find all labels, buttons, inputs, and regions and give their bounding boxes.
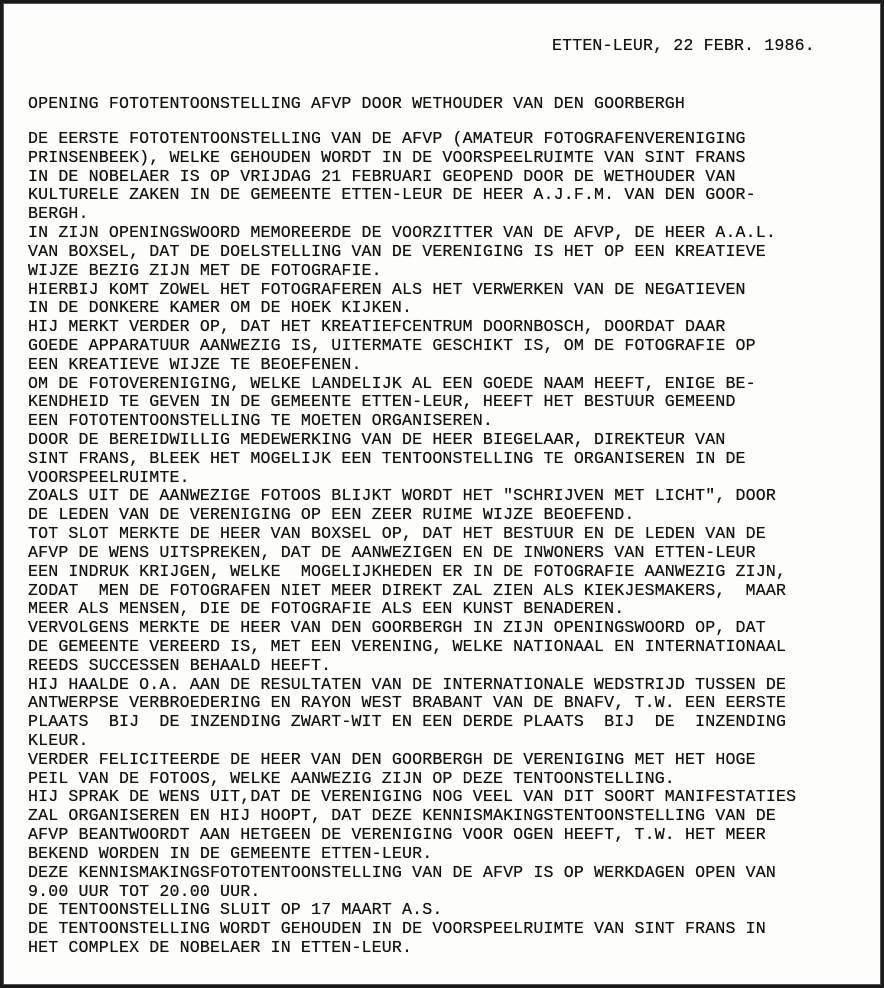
body-line: TOT SLOT MERKTE DE HEER VAN BOXSEL OP, DAT HET BESTUUR EN DE LEDEN VAN DE (28, 524, 766, 544)
body-line: DEZE KENNISMAKINGSFOTOTENTOONSTELLING VAN DE AFVP IS OP WERKDAGEN OPEN VAN (28, 862, 776, 882)
body-line: 9.00 UUR TOT 20.00 UUR. (28, 881, 261, 901)
body-line: HIJ SPRAK DE WENS UIT,DAT DE VERENIGING NOG VEEL VAN DIT SOORT MANIFESTATIES (28, 787, 797, 807)
body-line: DE LEDEN VAN DE VERENIGING OP EEN ZEER RUIME WIJZE BEOEFEND. (28, 505, 635, 525)
body-line: PRINSENBEEK), WELKE GEHOUDEN WORDT IN DE VOORSPEELRUIMTE VAN SINT FRANS (28, 147, 746, 167)
body-line: VERDER FELICITEERDE DE HEER VAN DEN GOORBERGH DE VERENIGING MET HET HOGE (28, 749, 756, 769)
body-line: VAN BOXSEL, DAT DE DOELSTELLING VAN DE VERENIGING IS HET OP EEN KREATIEVE (28, 241, 766, 261)
body-line: HIJ MERKT VERDER OP, DAT HET KREATIEFCENTRUM DOORNBOSCH, DOORDAT DAAR (28, 317, 726, 337)
body-line: BEKEND WORDEN IN DE GEMEENTE ETTEN-LEUR. (28, 843, 433, 863)
body-line: OM DE FOTOVERENIGING, WELKE LANDELIJK AL EEN GOEDE NAAM HEEFT, ENIGE BE- (28, 373, 756, 393)
body-line: PEIL VAN DE FOTOOS, WELKE AANWEZIG ZIJN OP DEZE TENTOONSTELLING. (28, 768, 675, 788)
body-line: MEER ALS MENSEN, DIE DE FOTOGRAFIE ALS EEN KUNST BENADEREN. (28, 599, 625, 619)
body-line: IN DE NOBELAER IS OP VRIJDAG 21 FEBRUARI GEOPEND DOOR DE WETHOUDER VAN (28, 166, 736, 186)
body-line: ANTWERPSE VERBROEDERING EN RAYON WEST BRABANT VAN DE BNAFV, T.W. EEN EERSTE (28, 693, 787, 713)
body-line: DE TENTOONSTELLING SLUIT OP 17 MAART A.S. (28, 900, 443, 920)
body-line: IN ZIJN OPENINGSWOORD MEMOREERDE DE VOORZITTER VAN DE AFVP, DE HEER A.A.L. (28, 223, 776, 243)
body-line: PLAATS BIJ DE INZENDING ZWART-WIT EN EEN DERDE PLAATS BIJ DE INZENDING (28, 712, 787, 732)
body-line: KLEUR. (28, 731, 89, 750)
body-line: IN DE DONKERE KAMER OM DE HOEK KIJKEN. (28, 298, 413, 318)
body-line: HET COMPLEX DE NOBELAER IN ETTEN-LEUR. (28, 937, 413, 957)
body-line: WIJZE BEZIG ZIJN MET DE FOTOGRAFIE. (28, 260, 382, 280)
body-line: ZAL ORGANISEREN EN HIJ HOOPT, DAT DEZE KENNISMAKINGSTENTOONSTELLING VAN DE (28, 806, 776, 826)
body-line: DE TENTOONSTELLING WORDT GEHOUDEN IN DE VOORSPEELRUIMTE VAN SINT FRANS IN (28, 919, 766, 939)
body-line: EEN FOTOTENTOONSTELLING TE MOETEN ORGANISEREN. (28, 411, 493, 431)
body-line: EEN KREATIEVE WIJZE TE BEOEFENEN. (28, 354, 362, 374)
body-line: EEN INDRUK KRIJGEN, WELKE MOGELIJKHEDEN ER IN DE FOTOGRAFIE AANWEZIG ZIJN, (28, 561, 787, 581)
body-line: KENDHEID TE GEVEN IN DE GEMEENTE ETTEN-LEUR, HEEFT HET BESTUUR GEMEEND (28, 392, 736, 412)
body-line: SINT FRANS, BLEEK HET MOGELIJK EEN TENTOONSTELLING TE ORGANISEREN IN DE (28, 448, 746, 468)
body-line: ZODAT MEN DE FOTOGRAFEN NIET MEER DIREKT ZAL ZIEN ALS KIEKJESMAKERS, MAAR (28, 580, 787, 600)
article-body (28, 130, 796, 958)
body-line: VOORSPEELRUIMTE. (28, 467, 190, 487)
body-line: AFVP DE WENS UITSPREKEN, DAT DE AANWEZIGEN EN DE INWONERS VAN ETTEN-LEUR (28, 542, 756, 562)
dateline: ETTEN-LEUR, 22 FEBR. 1986. (552, 36, 815, 55)
body-line: AFVP BEANTWOORDT AAN HETGEEN DE VERENIGING VOOR OGEN HEEFT, T.W. HET MEER (28, 825, 766, 845)
body-line: KULTURELE ZAKEN IN DE GEMEENTE ETTEN-LEUR DE HEER A.J.F.M. VAN DEN GOOR- (28, 185, 756, 205)
body-line: ZOALS UIT DE AANWEZIGE FOTOOS BLIJKT WORDT HET "SCHRIJVEN MET LICHT", DOOR (28, 486, 776, 506)
body-line: REEDS SUCCESSEN BEHAALD HEEFT. (28, 655, 332, 675)
body-line: DOOR DE BEREIDWILLIG MEDEWERKING VAN DE HEER BIEGELAAR, DIREKTEUR VAN (28, 430, 726, 449)
body-line: HIERBIJ KOMT ZOWEL HET FOTOGRAFEREN ALS HET VERWERKEN VAN DE NEGATIEVEN (28, 279, 746, 299)
body-line: VERVOLGENS MERKTE DE HEER VAN DEN GOORBERGH IN ZIJN OPENINGSWOORD OP, DAT (28, 618, 766, 638)
body-line: DE EERSTE FOTOTENTOONSTELLING VAN DE AFVP (AMATEUR FOTOGRAFENVERENIGING (28, 129, 746, 148)
headline: OPENING FOTOTENTOONSTELLING AFVP DOOR WETHOUDER VAN DEN GOORBERGH (28, 94, 686, 113)
body-line: BERGH. (28, 204, 89, 224)
body-line: DE GEMEENTE VEREERD IS, MET EEN VERENING, WELKE NATIONAAL EN INTERNATIONAAL (28, 636, 787, 656)
body-line: HIJ HAALDE O.A. AAN DE RESULTATEN VAN DE INTERNATIONALE WEDSTRIJD TUSSEN DE (28, 674, 787, 694)
body-line: GOEDE APPARATUUR AANWEZIG IS, UITERMATE GESCHIKT IS, OM DE FOTOGRAFIE OP (28, 335, 756, 355)
